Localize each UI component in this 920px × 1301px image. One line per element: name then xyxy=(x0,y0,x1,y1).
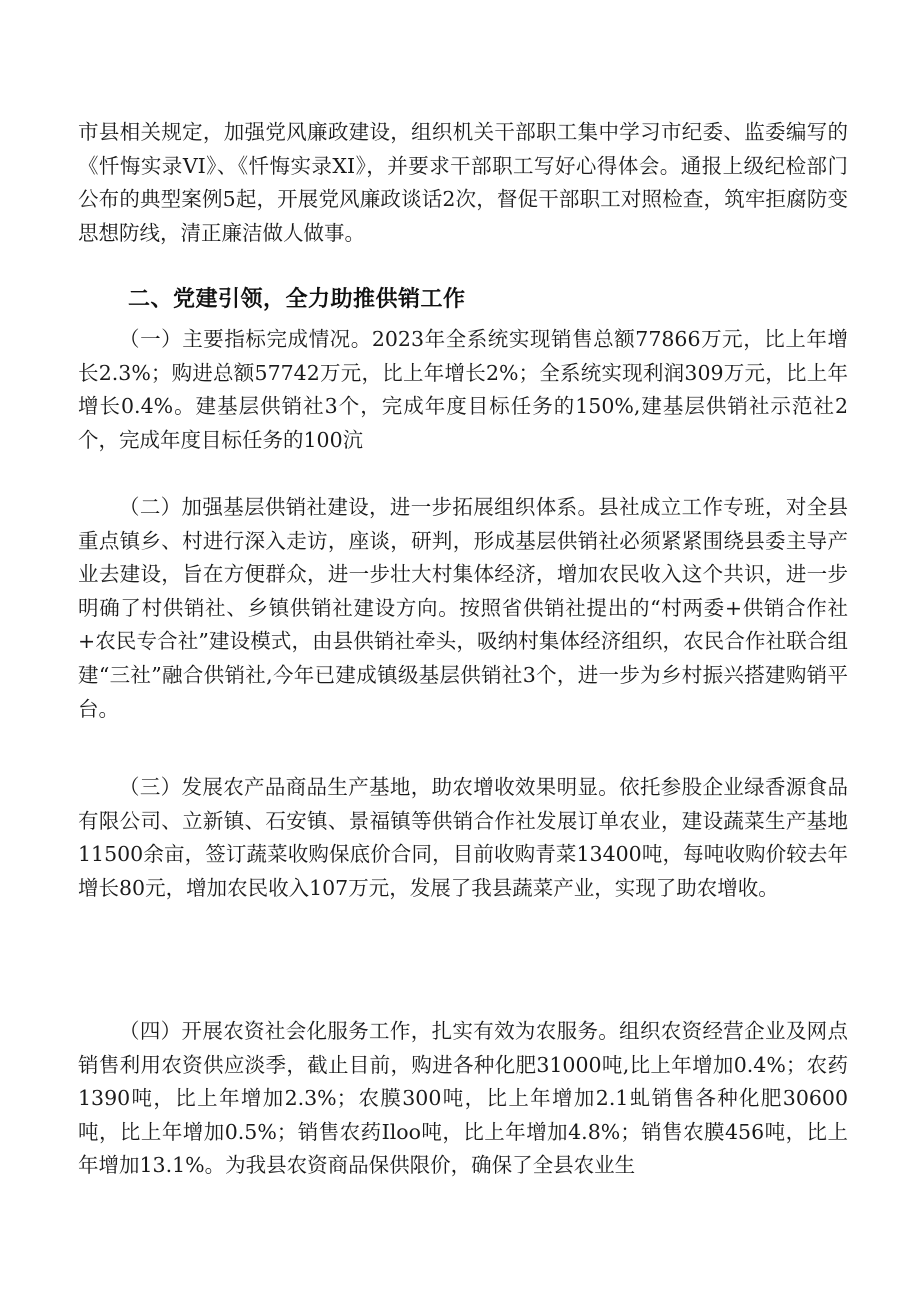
paragraph-1: （一）主要指标完成情况。2023年全系统实现销售总额77866万元，比上年增长2.3%；购进总额57742万元，比上年增长2%；全系统实现利润309万元，比上年增长0.4%。建基层供销社3个，完成年度目标任务的150%,建基层供销社示范社2个，完成年度目标任务的100沆 xyxy=(78,327,848,452)
paragraph-3: （三）发展农产品商品生产基地，助农增收效果明显。依托参股企业绿香源食品有限公司、立新镇、石安镇、景福镇等供销合作社发展订单农业，建设蔬菜生产基地11500余亩，签订蔬菜收购保底价合同，目前收购青菜13400吨，每吨收购价较去年增长80元，增加农民收入107万元，发展了我县蔬菜产业，实现了助农增收。 xyxy=(78,775,848,900)
section-heading: 二、党建引领，全力助推供销工作 xyxy=(128,287,466,312)
paragraph-2: （二）加强基层供销社建设，进一步拓展组织体系。县社成立工作专班，对全县重点镇乡、村进行深入走访，座谈，研判，形成基层供销社必须紧紧围绕县委主导产业去建设，旨在方便群众，进一步壮大村集体经济，增加农民收入这个共识，进一步明确了村供销社、乡镇供销社建设方向。按照省供销社提出的“村两委+供销合作社+农民专合社”建设模式，由县供销社牵头，吸纳村集体经济组织，农民合作社联合组建“三社”融合供销社,今年已建成镇级基层供销社3个，进一步为乡村振兴搭建购销平台。 xyxy=(78,495,848,721)
paragraph-intro: 市县相关规定，加强党风廉政建设，组织机关干部职工集中学习市纪委、监委编写的《忏悔实录VI》、《忏悔实录XI》，并要求干部职工写好心得体会。通报上级纪检部门公布的典型案例5起，开展党风廉政谈话2次，督促干部职工对照检查，筑牢拒腐防变思想防线，清正廉洁做人做事。 xyxy=(78,120,848,245)
paragraph-4: （四）开展农资社会化服务工作，扎实有效为农服务。组织农资经营企业及网点销售利用农资供应淡季，截止目前，购进各种化肥31000吨,比上年增加0.4%；农药1390吨，比上年增加2.3%；农膜300吨，比上年增加2.1虬销售各种化肥30600吨，比上年增加0.5%；销售农药Iloo吨，比上年增加4.8%；销售农膜456吨，比上年增加13.1%。为我县农资商品保供限价，确保了全县农业生 xyxy=(78,1019,848,1178)
